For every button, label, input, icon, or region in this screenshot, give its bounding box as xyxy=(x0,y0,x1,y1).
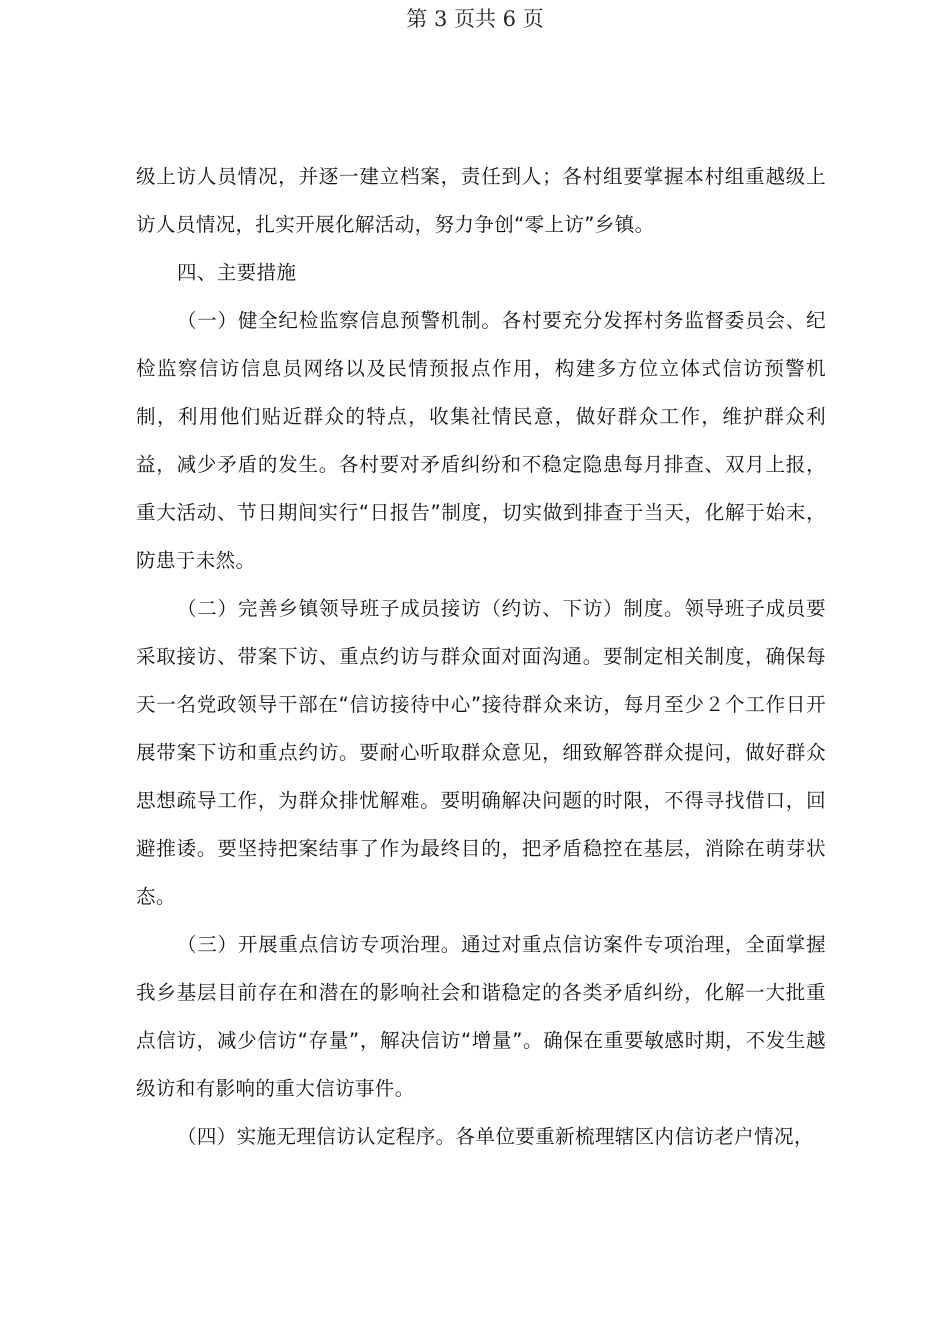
measure-2-paragraph: （二）完善乡镇领导班子成员接访（约访、下访）制度。领导班子成员要采取接访、带案下访、重点约访与群众面对面沟通。要制定相关制度，确保每天一名党政领导干部在“信访接待中心”接待群众来访，每月至少２个工作日开展带案下访和重点约访。要耐心听取群众意见，细致解答群众提问，做好群众思想疏导工作，为群众排忧解难。要明确解决问题的时限，不得寻找借口，回避推诿。要坚持把案结事了作为最终目的，把矛盾稳控在基层，消除在萌芽状态。 xyxy=(136,597,826,908)
document-body xyxy=(136,153,826,1161)
measure-4-paragraph: （四）实施无理信访认定程序。各单位要重新梳理辖区内信访老户情况， xyxy=(176,1125,814,1148)
continuation-paragraph: 级上访人员情况，并逐一建立档案，责任到人；各村组要掌握本村组重越级上访人员情况，扎实开展化解活动，努力争创“零上访”乡镇。 xyxy=(136,165,826,236)
measure-3-paragraph: （三）开展重点信访专项治理。通过对重点信访案件专项治理，全面掌握我乡基层目前存在和潜在的影响社会和谐稳定的各类矛盾纠纷，化解一大批重点信访，减少信访“存量”，解决信访“增量”。确保在重要敏感时期，不发生越级访和有影响的重大信访事件。 xyxy=(136,933,826,1100)
page-number-header: 第 3 页共 6 页 xyxy=(406,7,544,31)
section-heading: 四、主要措施 xyxy=(176,261,297,284)
measure-1-paragraph: （一）健全纪检监察信息预警机制。各村要充分发挥村务监督委员会、纪检监察信访信息员网络以及民情预报点作用，构建多方位立体式信访预警机制，利用他们贴近群众的特点，收集社情民意，做好群众工作，维护群众利益，减少矛盾的发生。各村要对矛盾纠纷和不稳定隐患每月排查、双月上报，重大活动、节日期间实行“日报告”制度，切实做到排查于当天，化解于始末，防患于未然。 xyxy=(136,309,826,572)
